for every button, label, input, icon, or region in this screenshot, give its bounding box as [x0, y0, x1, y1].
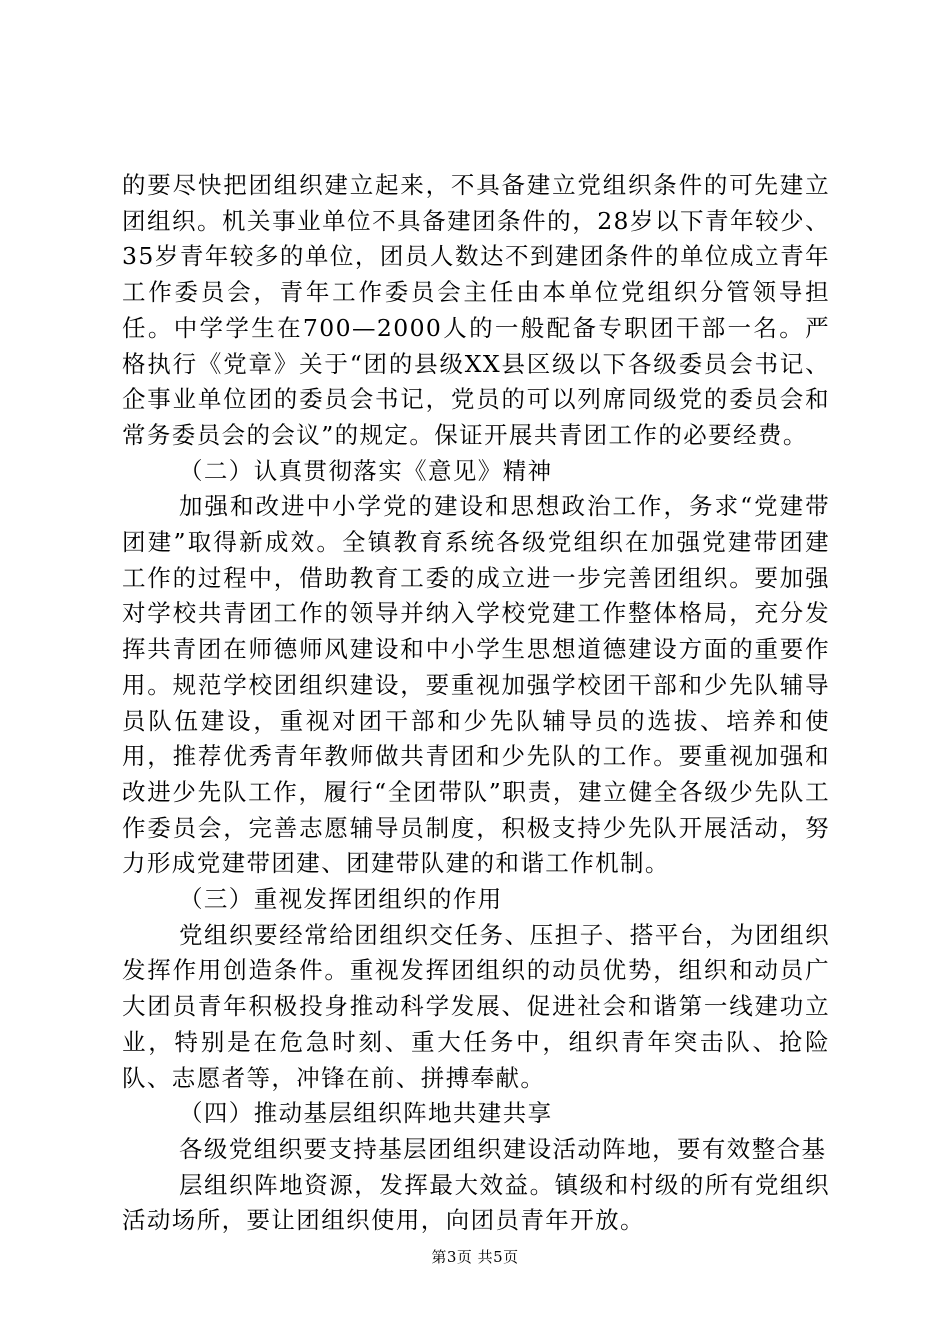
paragraph-section-2: 加强和改进中小学党的建设和思想政治工作，务求“党建带团建”取得新成效。全镇教育系统各级党组织在加强党建带团建工作的过程中，借助教育工委的成立进一步完善团组织。要加强对学校共青团工作的领导并纳入学校党建工作整体格局，充分发挥共青团在师德师风建设和中小学生思想道德建设方面的重要作用。规范学校团组织建设，要重视加强学校团干部和少先队辅导员队伍建设，重视对团干部和少先队辅导员的选拔、培养和使用，推荐优秀青年教师做共青团和少先队的工作。要重视加强和改进少先队工作，履行“全团带队”职责，建立健全各级少先队工作委员会，完善志愿辅导员制度，积极支持少先队开展活动，努力形成党建带团建、团建带队建的和谐工作机制。: [122, 492, 830, 878]
section-heading-4: （四）推动基层组织阵地共建共享: [179, 1099, 553, 1128]
paragraph-section-4-part-1: 各级党组织要支持基层团组织建设活动阵地，要有效整合基: [179, 1134, 827, 1163]
document-body: [122, 168, 830, 1239]
section-heading-2: （二）认真贯彻落实《意见》精神: [179, 456, 553, 485]
page-number-footer: 第3页 共5页: [431, 1248, 519, 1266]
paragraph-section-3: 党组织要经常给团组织交任务、压担子、搭平台，为团组织发挥作用创造条件。重视发挥团组织的动员优势，组织和动员广大团员青年积极投身推动科学发展、促进社会和谐第一线建功立业，特别是在危急时刻、重大任务中，组织青年突击队、抢险队、志愿者等，冲锋在前、拼搏奉献。: [122, 920, 830, 1092]
paragraph-section-4-part-2: 层组织阵地资源，发挥最大效益。镇级和村级的所有党组织活动场所，要让团组织使用，向团员青年开放。: [122, 1170, 830, 1235]
paragraph-continuation: 的要尽快把团组织建立起来，不具备建立党组织条件的可先建立团组织。机关事业单位不具备建团条件的，28岁以下青年较少、35岁青年较多的单位，团员人数达不到建团条件的单位成立青年工作委员会，青年工作委员会主任由本单位党组织分管领导担任。中学学生在700—2000人的一般配备专职团干部一名。严格执行《党章》关于“团的县级XX县区级以下各级委员会书记、企事业单位团的委员会书记，党员的可以列席同级党的委员会和常务委员会的会议”的规定。保证开展共青团工作的必要经费。: [122, 171, 830, 449]
section-heading-3: （三）重视发挥团组织的作用: [179, 885, 503, 914]
